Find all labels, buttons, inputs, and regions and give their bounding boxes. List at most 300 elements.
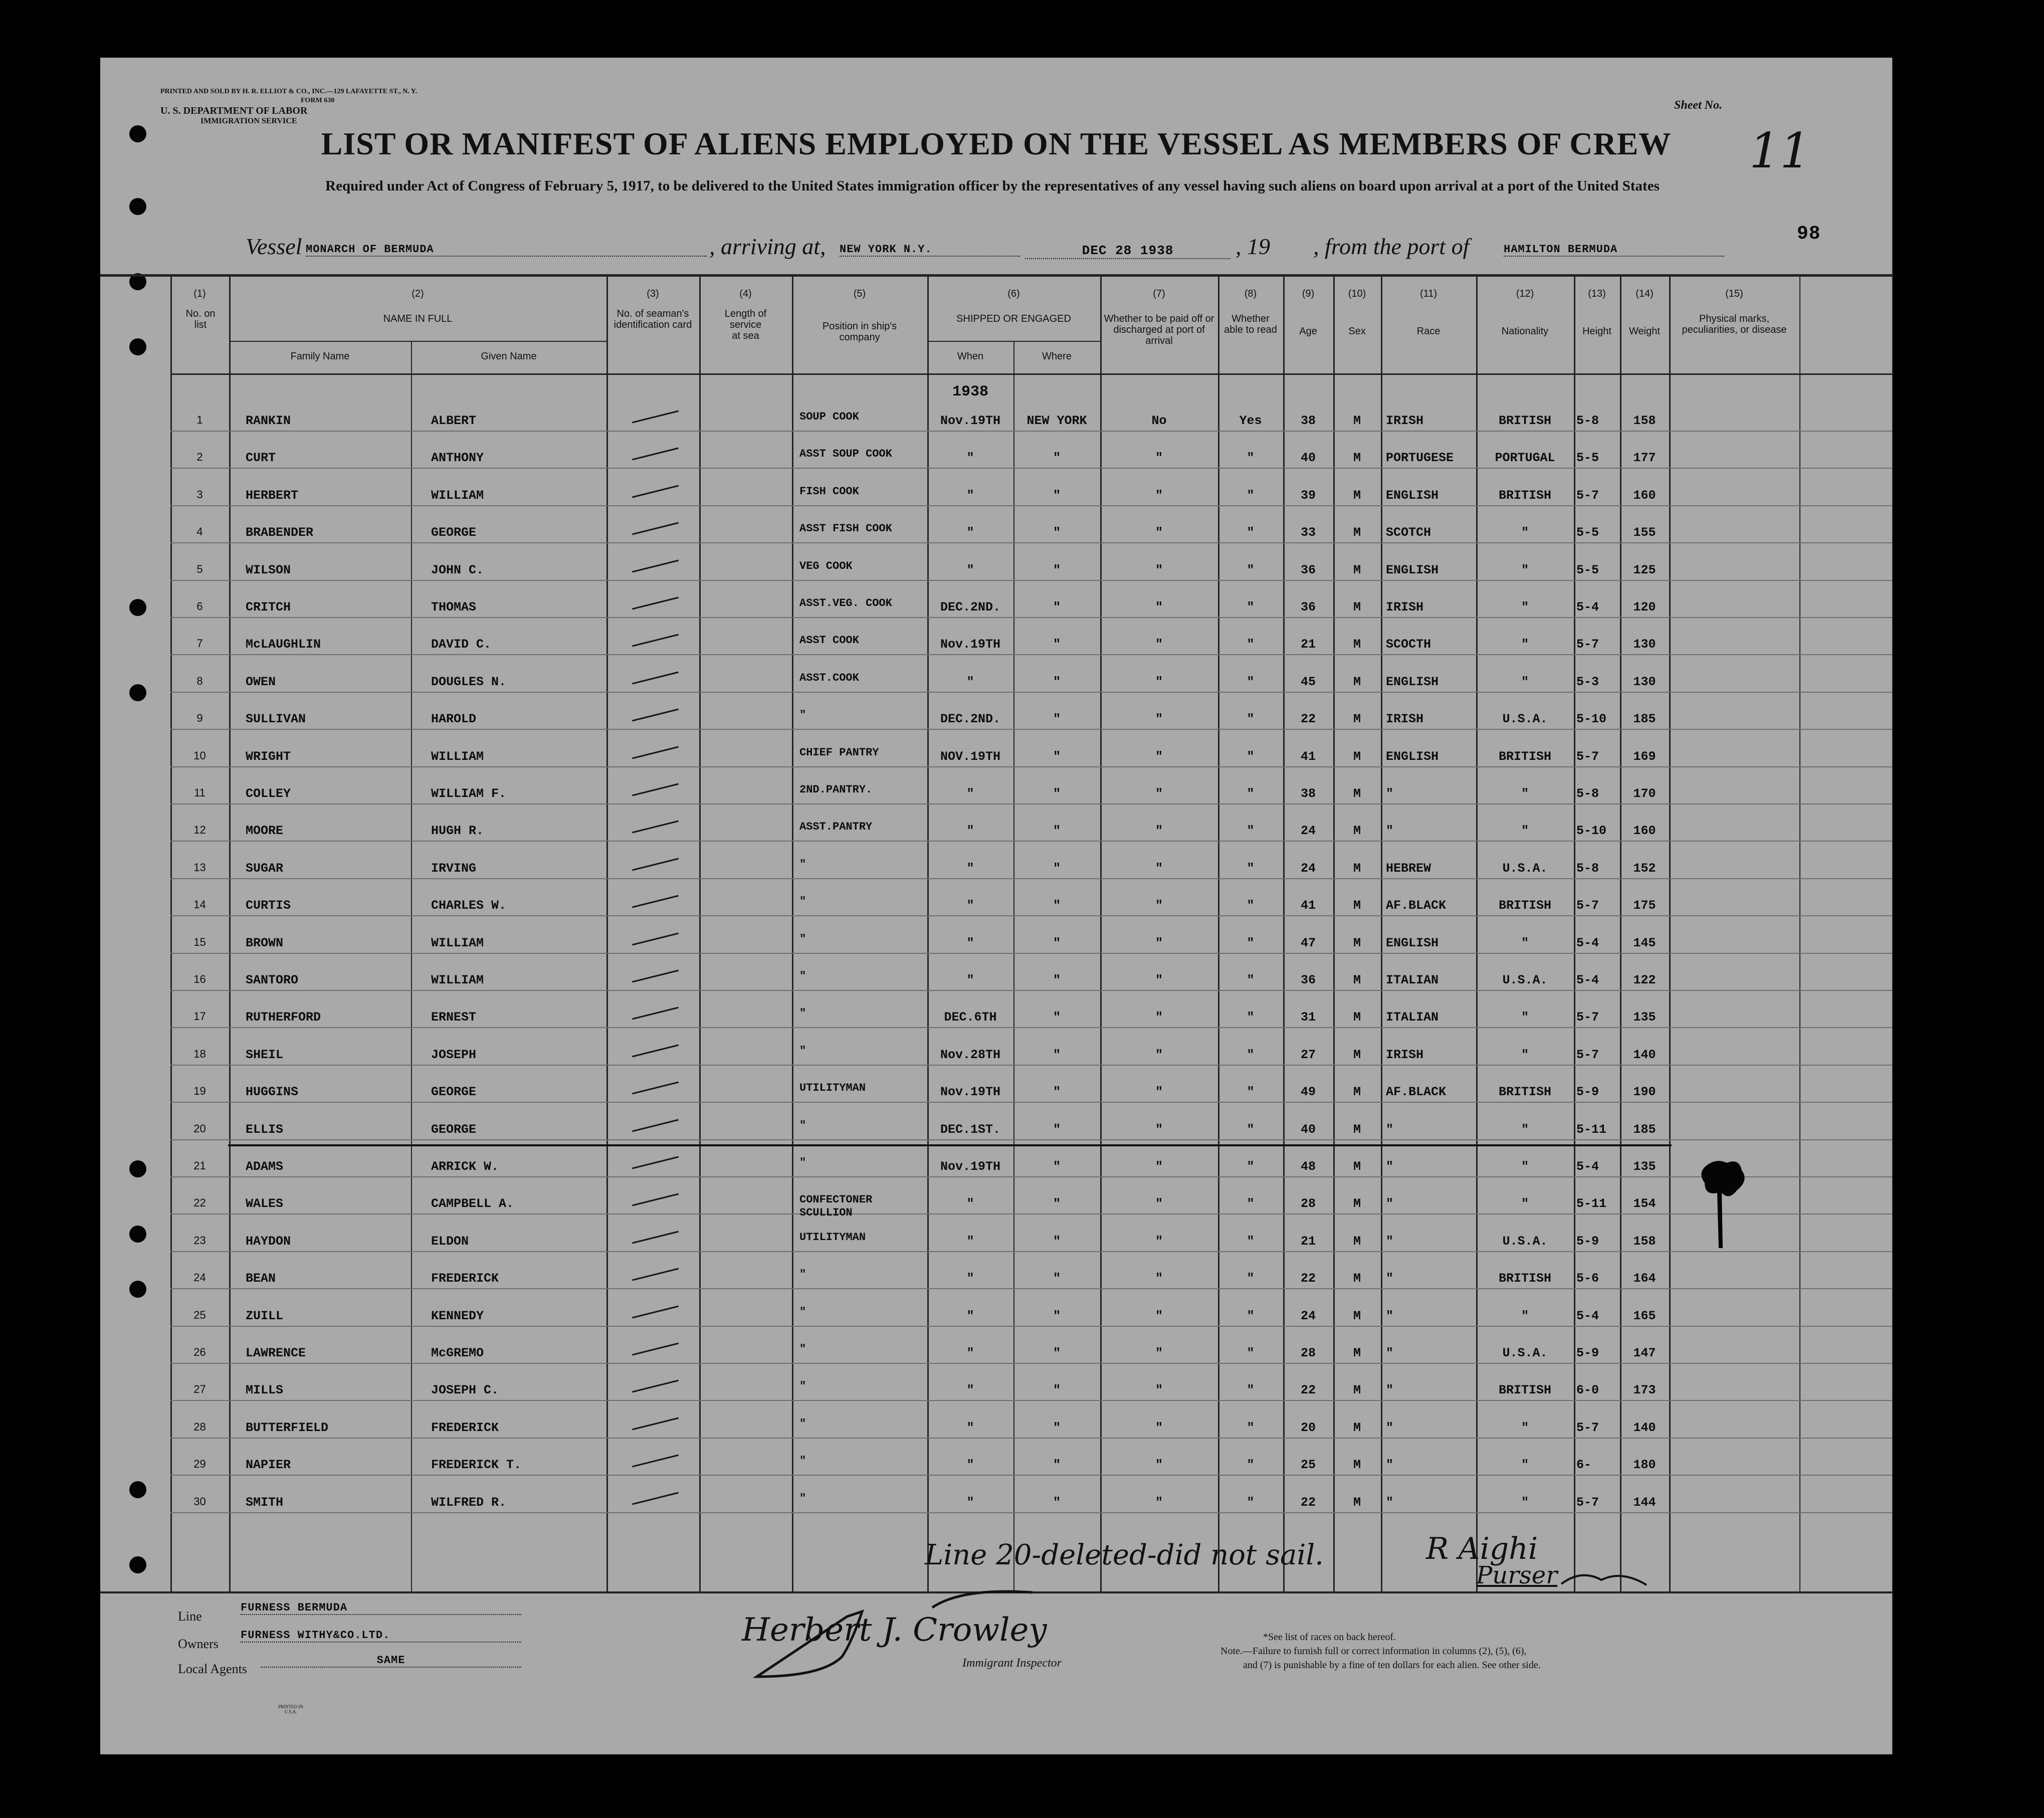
- cell-given: DAVID C.: [431, 637, 492, 652]
- cell-family: ELLIS: [246, 1122, 284, 1137]
- cell-nat: BRITISH: [1498, 749, 1552, 764]
- from-label: , from the port of: [1313, 234, 1470, 259]
- cell-nat: ": [1521, 935, 1529, 950]
- cell-where: ": [1053, 674, 1061, 689]
- cell-weight: 164: [1633, 1271, 1656, 1286]
- cell-where: ": [1053, 1122, 1061, 1137]
- cell-where: ": [1053, 1308, 1061, 1323]
- cell-given: WILLIAM: [431, 935, 484, 950]
- cell-family: NAPIER: [246, 1458, 291, 1473]
- footnote-penalty-2: and (7) is punishable by a fine of ten dollars for each alien. See other side.: [1243, 1660, 1541, 1671]
- cell-weight: 135: [1633, 1010, 1656, 1025]
- cell-pos: ": [799, 895, 806, 908]
- cell-weight: 155: [1633, 525, 1656, 540]
- cell-sex: M: [1353, 749, 1361, 764]
- cell-family: RANKIN: [246, 414, 291, 428]
- col3-number: (3): [647, 288, 659, 299]
- cell-read: ": [1247, 824, 1255, 839]
- cell-height: 5-7: [1576, 898, 1599, 913]
- cell-paid: ": [1155, 1159, 1163, 1174]
- cell-paid: ": [1155, 674, 1163, 689]
- cell-when: ": [966, 1420, 974, 1435]
- cell-given: JOSEPH: [431, 1047, 477, 1062]
- cell-race: ": [1386, 786, 1394, 801]
- cell-paid: ": [1155, 898, 1163, 913]
- cell-when: ": [966, 786, 974, 801]
- cell-height: 5-10: [1576, 712, 1607, 727]
- cell-given: FREDERICK T.: [431, 1458, 522, 1473]
- cell-pos: ASST.COOK: [799, 671, 859, 684]
- cell-read: ": [1247, 1420, 1255, 1435]
- cell-race: ": [1386, 1420, 1394, 1435]
- cell-sex: M: [1353, 1159, 1361, 1174]
- cell-height: 5-3: [1576, 674, 1599, 689]
- cell-race: ENGLISH: [1386, 749, 1439, 764]
- cell-no: 2: [196, 451, 203, 464]
- line-value: FURNESS BERMUDA: [241, 1601, 521, 1615]
- cell-where: ": [1053, 1010, 1061, 1025]
- cell-sex: M: [1353, 1346, 1361, 1360]
- cell-pos: ASST.PANTRY: [799, 821, 873, 834]
- cell-where: ": [1053, 1495, 1061, 1510]
- cell-paid: ": [1155, 1495, 1163, 1510]
- cell-given: GEORGE: [431, 1085, 477, 1100]
- cell-race: HEBREW: [1386, 861, 1432, 876]
- cell-race: ": [1386, 1196, 1394, 1211]
- cell-when: DEC.2ND.: [940, 712, 1001, 727]
- cell-height: 5-5: [1576, 525, 1599, 540]
- cell-nat: ": [1521, 1010, 1529, 1025]
- cell-age: 38: [1300, 786, 1316, 801]
- cell-age: 24: [1300, 824, 1316, 839]
- cell-no: 10: [193, 749, 206, 762]
- col5-header: Position in ship's company: [822, 321, 897, 343]
- cell-nat: ": [1521, 1196, 1529, 1211]
- cell-family: WILSON: [246, 562, 291, 577]
- cell-age: 22: [1300, 1495, 1316, 1510]
- cell-pos: ASST COOK: [799, 634, 859, 647]
- cell-weight: 177: [1633, 451, 1656, 466]
- cell-nat: ": [1521, 674, 1529, 689]
- cell-weight: 147: [1633, 1346, 1656, 1360]
- cell-age: 41: [1300, 898, 1316, 913]
- cell-weight: 185: [1633, 712, 1656, 727]
- cell-no: 12: [193, 824, 206, 837]
- col6-header: SHIPPED OR ENGAGED: [956, 313, 1071, 324]
- cell-where: ": [1053, 1346, 1061, 1360]
- cell-no: 6: [196, 600, 203, 613]
- cell-family: MOORE: [246, 824, 284, 839]
- cell-race: AF.BLACK: [1386, 1085, 1447, 1100]
- cell-given: HAROLD: [431, 712, 477, 727]
- cell-nat: ": [1521, 637, 1529, 652]
- cell-where: ": [1053, 600, 1061, 615]
- cell-age: 49: [1300, 1085, 1316, 1100]
- cell-where: ": [1053, 712, 1061, 727]
- cell-where: ": [1053, 898, 1061, 913]
- printer-line: PRINTED AND SOLD BY H. R. ELLIOT & CO., INC.—129 LAFAYETTE ST., N. Y.: [160, 88, 418, 95]
- cell-when: ": [966, 1271, 974, 1286]
- cell-where: ": [1053, 1234, 1061, 1249]
- cell-paid: ": [1155, 935, 1163, 950]
- cell-family: OWEN: [246, 674, 276, 689]
- cell-sex: M: [1353, 824, 1361, 839]
- cell-where: ": [1053, 562, 1061, 577]
- cell-no: 7: [196, 637, 203, 650]
- arrival-date: DEC 28 1938: [1025, 243, 1231, 259]
- cell-race: ENGLISH: [1386, 488, 1439, 503]
- cell-race: PORTUGESE: [1386, 451, 1454, 466]
- cell-where: ": [1053, 1383, 1061, 1398]
- cell-height: 5-7: [1576, 1047, 1599, 1062]
- departure-port: HAMILTON BERMUDA: [1504, 243, 1724, 257]
- cell-pos: ": [799, 1305, 806, 1318]
- cell-nat: ": [1521, 1420, 1529, 1435]
- ink-marks: [100, 58, 1892, 1754]
- cell-weight: 180: [1633, 1458, 1656, 1473]
- cell-given: WILLIAM: [431, 488, 484, 503]
- cell-family: SULLIVAN: [246, 712, 306, 727]
- cell-race: ": [1386, 1271, 1394, 1286]
- cell-when: ": [966, 1346, 974, 1360]
- cell-when: ": [966, 1234, 974, 1249]
- cell-race: ": [1386, 1383, 1394, 1398]
- cell-height: 6-: [1576, 1458, 1592, 1473]
- cell-where: NEW YORK: [1027, 414, 1087, 428]
- cell-nat: ": [1521, 1047, 1529, 1062]
- cell-read: ": [1247, 1234, 1255, 1249]
- cell-family: HAYDON: [246, 1234, 291, 1249]
- col4-number: (4): [739, 288, 752, 299]
- cell-age: 22: [1300, 1271, 1316, 1286]
- cell-weight: 135: [1633, 1159, 1656, 1174]
- cell-age: 21: [1300, 637, 1316, 652]
- cell-age: 33: [1300, 525, 1316, 540]
- cell-when: ": [966, 973, 974, 987]
- sheet-number-label: Sheet No.: [1674, 99, 1722, 112]
- cell-when: ": [966, 824, 974, 839]
- cell-age: 21: [1300, 1234, 1316, 1249]
- cell-read: ": [1247, 488, 1255, 503]
- cell-no: 8: [196, 674, 203, 687]
- arrival-port: NEW YORK N.Y.: [840, 243, 1020, 257]
- cell-height: 5-11: [1576, 1122, 1607, 1137]
- cell-pos: ": [799, 1156, 806, 1169]
- cell-read: ": [1247, 451, 1255, 466]
- cell-weight: 130: [1633, 637, 1656, 652]
- cell-given: FREDERICK: [431, 1271, 499, 1286]
- cell-nat: PORTUGAL: [1495, 451, 1555, 466]
- cell-sex: M: [1353, 1495, 1361, 1510]
- cell-when: ": [966, 935, 974, 950]
- cell-sex: M: [1353, 562, 1361, 577]
- cell-weight: 140: [1633, 1420, 1656, 1435]
- col9-header: Age: [1299, 326, 1317, 337]
- cell-paid: ": [1155, 786, 1163, 801]
- cell-age: 31: [1300, 1010, 1316, 1025]
- cell-read: ": [1247, 1010, 1255, 1025]
- cell-age: 40: [1300, 1122, 1316, 1137]
- cell-paid: ": [1155, 562, 1163, 577]
- cell-nat: ": [1521, 786, 1529, 801]
- cell-race: ITALIAN: [1386, 973, 1439, 987]
- union-label: PRINTED IN U.S.A.: [278, 1704, 303, 1714]
- cell-age: 40: [1300, 451, 1316, 466]
- cell-sex: M: [1353, 786, 1361, 801]
- cell-pos: FISH COOK: [799, 485, 859, 498]
- cell-pos: ASST SOUP COOK: [799, 448, 892, 461]
- cell-weight: 175: [1633, 898, 1656, 913]
- year-label: , 19: [1236, 234, 1270, 259]
- cell-paid: ": [1155, 712, 1163, 727]
- cell-sex: M: [1353, 712, 1361, 727]
- cell-where: ": [1053, 1271, 1061, 1286]
- col6a-header: When: [957, 351, 984, 362]
- cell-height: 5-4: [1576, 973, 1599, 987]
- cell-age: 20: [1300, 1420, 1316, 1435]
- cell-where: ": [1053, 1196, 1061, 1211]
- cell-given: HUGH R.: [431, 824, 484, 839]
- cell-height: 5-5: [1576, 562, 1599, 577]
- cell-nat: ": [1521, 1122, 1529, 1137]
- cell-family: HUGGINS: [246, 1085, 299, 1100]
- cell-when: DEC.2ND.: [940, 600, 1001, 615]
- line-label: Line: [178, 1609, 202, 1624]
- cell-read: ": [1247, 786, 1255, 801]
- cell-weight: 122: [1633, 973, 1656, 987]
- cell-weight: 158: [1633, 414, 1656, 428]
- cell-family: SMITH: [246, 1495, 284, 1510]
- col2a-header: Family Name: [290, 351, 350, 362]
- cell-given: IRVING: [431, 861, 477, 876]
- col2b-header: Given Name: [481, 351, 537, 362]
- cell-paid: ": [1155, 1085, 1163, 1100]
- cell-when: Nov.19TH: [940, 637, 1001, 652]
- cell-height: 6-0: [1576, 1383, 1599, 1398]
- cell-sex: M: [1353, 1271, 1361, 1286]
- cell-read: ": [1247, 1383, 1255, 1398]
- cell-age: 25: [1300, 1458, 1316, 1473]
- cell-no: 26: [193, 1346, 206, 1358]
- cell-race: IRISH: [1386, 414, 1424, 428]
- cell-given: WILFRED R.: [431, 1495, 507, 1510]
- cell-sex: M: [1353, 1085, 1361, 1100]
- cell-height: 5-7: [1576, 1420, 1599, 1435]
- cell-pos: ": [799, 709, 806, 722]
- cell-paid: ": [1155, 973, 1163, 987]
- cell-nat: ": [1521, 824, 1529, 839]
- cell-race: ": [1386, 1122, 1394, 1137]
- col10-number: (10): [1348, 288, 1366, 299]
- cell-family: CURT: [246, 451, 276, 466]
- cell-where: ": [1053, 1458, 1061, 1473]
- cell-age: 36: [1300, 562, 1316, 577]
- col6-number: (6): [1007, 288, 1020, 299]
- col11-number: (11): [1419, 288, 1438, 299]
- cell-nat: ": [1521, 1458, 1529, 1473]
- cell-race: IRISH: [1386, 1047, 1424, 1062]
- page-title: LIST OR MANIFEST OF ALIENS EMPLOYED ON THE VESSEL AS MEMBERS OF CREW: [321, 126, 1672, 161]
- cell-where: ": [1053, 749, 1061, 764]
- cell-height: 5-8: [1576, 861, 1599, 876]
- cell-nat: ": [1521, 525, 1529, 540]
- cell-family: BEAN: [246, 1271, 276, 1286]
- cell-weight: 140: [1633, 1047, 1656, 1062]
- col1-number: (1): [193, 288, 206, 299]
- cell-age: 47: [1300, 935, 1316, 950]
- cell-read: ": [1247, 749, 1255, 764]
- cell-family: ZUILL: [246, 1308, 284, 1323]
- cell-family: LAWRENCE: [246, 1346, 306, 1360]
- cell-pos: ": [799, 1119, 806, 1132]
- cell-given: ANTHONY: [431, 451, 484, 466]
- cell-pos: ": [799, 1268, 806, 1281]
- cell-when: Nov.19TH: [940, 414, 1001, 428]
- cell-race: ": [1386, 1458, 1394, 1473]
- cell-race: ITALIAN: [1386, 1010, 1439, 1025]
- cell-paid: No: [1151, 414, 1167, 428]
- cell-no: 3: [196, 488, 203, 501]
- service-label: IMMIGRATION SERVICE: [200, 117, 297, 125]
- cell-sex: M: [1353, 674, 1361, 689]
- cell-no: 4: [196, 525, 203, 538]
- cell-family: McLAUGHLIN: [246, 637, 321, 652]
- footnote-races: *See list of races on back hereof.: [1263, 1632, 1396, 1643]
- cell-no: 20: [193, 1122, 206, 1135]
- cell-pos: VEG COOK: [799, 559, 853, 572]
- col1-header: No. on list: [185, 308, 216, 330]
- col3-header: No. of seaman's identification card: [614, 308, 692, 330]
- cell-age: 22: [1300, 1383, 1316, 1398]
- cell-race: IRISH: [1386, 600, 1424, 615]
- cell-when: ": [966, 488, 974, 503]
- cell-sex: M: [1353, 525, 1361, 540]
- cell-when: ": [966, 861, 974, 876]
- col13-header: Height: [1582, 326, 1611, 337]
- cell-nat: U.S.A.: [1502, 1234, 1548, 1249]
- year-note: 1938: [952, 383, 988, 400]
- cell-paid: ": [1155, 1383, 1163, 1398]
- cell-sex: M: [1353, 861, 1361, 876]
- cell-age: 22: [1300, 712, 1316, 727]
- purser-signature: [1561, 1575, 1647, 1585]
- col7-number: (7): [1153, 288, 1165, 299]
- arriving-label: , arriving at,: [709, 234, 826, 259]
- cell-nat: BRITISH: [1498, 488, 1552, 503]
- cell-no: 5: [196, 562, 203, 575]
- cell-read: ": [1247, 1085, 1255, 1100]
- cell-read: ": [1247, 1159, 1255, 1174]
- cell-no: 30: [193, 1495, 206, 1508]
- col2-header: NAME IN FULL: [383, 313, 453, 324]
- cell-sex: M: [1353, 1420, 1361, 1435]
- cell-where: ": [1053, 637, 1061, 652]
- cell-family: CURTIS: [246, 898, 291, 913]
- inspector-signature: Herbert J. Crowley: [742, 1611, 1047, 1649]
- cell-paid: ": [1155, 451, 1163, 466]
- cell-height: 5-5: [1576, 451, 1599, 466]
- cell-no: 17: [193, 1010, 206, 1023]
- cell-where: ": [1053, 786, 1061, 801]
- cell-age: 48: [1300, 1159, 1316, 1174]
- cell-no: 14: [193, 898, 206, 911]
- cell-read: ": [1247, 1047, 1255, 1062]
- cell-family: RUTHERFORD: [246, 1010, 321, 1025]
- cell-weight: 160: [1633, 488, 1656, 503]
- cell-sex: M: [1353, 488, 1361, 503]
- cell-sex: M: [1353, 1010, 1361, 1025]
- cell-race: SCOTCH: [1386, 525, 1432, 540]
- cell-weight: 170: [1633, 786, 1656, 801]
- cell-when: ": [966, 525, 974, 540]
- cell-weight: 125: [1633, 562, 1656, 577]
- cell-weight: 154: [1633, 1196, 1656, 1211]
- cell-read: ": [1247, 973, 1255, 987]
- cell-read: ": [1247, 1495, 1255, 1510]
- col11-header: Race: [1416, 326, 1441, 337]
- cell-no: 25: [193, 1308, 206, 1321]
- cell-given: ALBERT: [431, 414, 477, 428]
- cell-where: ": [1053, 935, 1061, 950]
- cell-pos: ": [799, 858, 806, 871]
- cell-race: SCOCTH: [1386, 637, 1432, 652]
- cell-height: 5-4: [1576, 935, 1599, 950]
- cell-where: ": [1053, 1159, 1061, 1174]
- cell-read: ": [1247, 562, 1255, 577]
- cell-paid: ": [1155, 488, 1163, 503]
- cell-age: 27: [1300, 1047, 1316, 1062]
- cell-height: 5-7: [1576, 488, 1599, 503]
- cell-nat: BRITISH: [1498, 414, 1552, 428]
- cell-read: ": [1247, 674, 1255, 689]
- cell-nat: ": [1521, 600, 1529, 615]
- cell-when: ": [966, 1196, 974, 1211]
- cell-sex: M: [1353, 1122, 1361, 1137]
- cell-no: 24: [193, 1271, 206, 1284]
- cell-race: ": [1386, 1346, 1394, 1360]
- cell-pos: ": [799, 1380, 806, 1393]
- cell-read: ": [1247, 1271, 1255, 1286]
- cell-sex: M: [1353, 600, 1361, 615]
- cell-sex: M: [1353, 637, 1361, 652]
- cell-given: THOMAS: [431, 600, 477, 615]
- cell-read: ": [1247, 898, 1255, 913]
- inspector-label: Immigrant Inspector: [962, 1657, 1062, 1670]
- col-rule: [1892, 58, 1893, 1754]
- cell-given: CAMPBELL A.: [431, 1196, 514, 1211]
- cell-sex: M: [1353, 414, 1361, 428]
- cell-weight: 165: [1633, 1308, 1656, 1323]
- department-label: U. S. DEPARTMENT OF LABOR: [160, 105, 308, 116]
- cell-sex: M: [1353, 451, 1361, 466]
- cell-read: ": [1247, 637, 1255, 652]
- cell-race: ": [1386, 1495, 1394, 1510]
- cell-paid: ": [1155, 749, 1163, 764]
- cell-paid: ": [1155, 861, 1163, 876]
- col5-number: (5): [853, 288, 866, 299]
- cell-when: Nov.19TH: [940, 1085, 1001, 1100]
- cell-read: ": [1247, 600, 1255, 615]
- cell-age: 39: [1300, 488, 1316, 503]
- cell-family: MILLS: [246, 1383, 284, 1398]
- cell-nat: BRITISH: [1498, 898, 1552, 913]
- cell-weight: 144: [1633, 1495, 1656, 1510]
- cell-nat: U.S.A.: [1502, 712, 1548, 727]
- cell-paid: ": [1155, 1346, 1163, 1360]
- cell-height: 5-11: [1576, 1196, 1607, 1211]
- cell-family: COLLEY: [246, 786, 291, 801]
- cell-weight: 190: [1633, 1085, 1656, 1100]
